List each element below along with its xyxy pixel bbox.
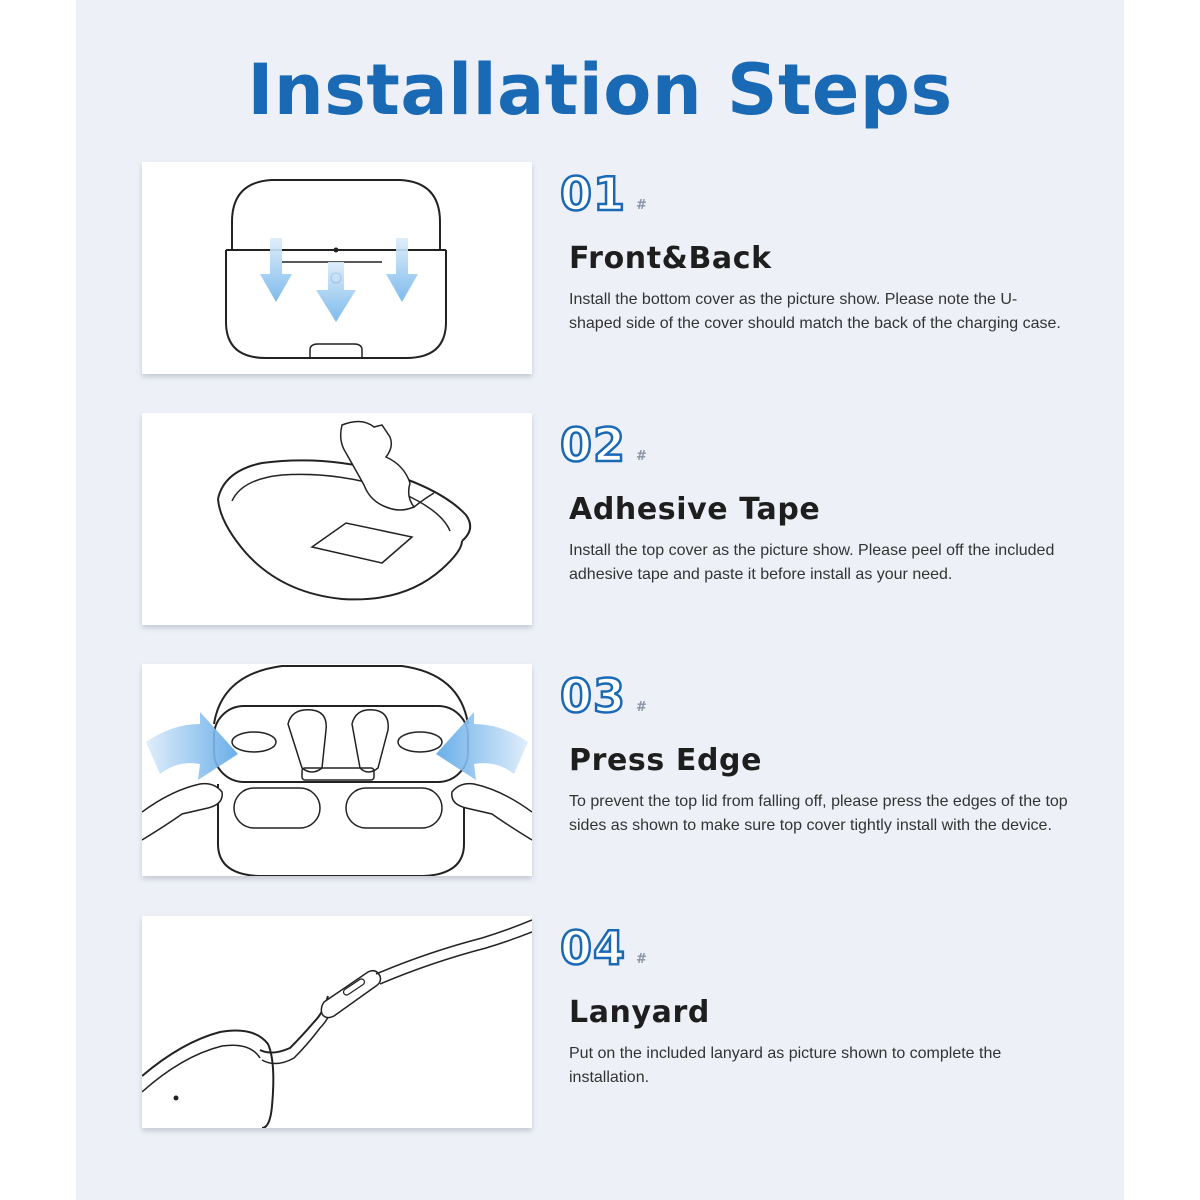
press-edge-icon: [142, 664, 532, 876]
lanyard-icon: [142, 916, 532, 1128]
step-1-description: Install the bottom cover as the picture show. Please note the U-shaped side of the cover should match the back of the charging case.: [569, 291, 1061, 332]
step-4: [0, 916, 1200, 1132]
step-3-heading: Press Edge: [569, 743, 763, 778]
step-4-description: Put on the included lanyard as picture shown to complete the installation.: [569, 1045, 1002, 1086]
adhesive-tape-icon: [142, 413, 532, 625]
step-3-number: 03: [560, 669, 627, 723]
step-1-number: 01: [560, 167, 627, 221]
page-title: Installation Steps: [247, 49, 953, 131]
step-1-hash-icon: #: [636, 198, 647, 213]
step-2-hash-icon: #: [636, 449, 647, 464]
step-1-heading: Front&Back: [569, 241, 772, 276]
step-4-heading: Lanyard: [569, 995, 710, 1030]
step-4-hash-icon: #: [636, 952, 647, 967]
step-2-description: Install the top cover as the picture show. Please peel off the included adhesive tape and paste it before install as your need.: [569, 542, 1055, 583]
step-2-illustration: [142, 413, 532, 625]
step-3: [0, 664, 1200, 880]
step-4-illustration: [142, 916, 532, 1128]
case-bottom-cover-icon: [142, 162, 532, 374]
step-1-illustration: [142, 162, 532, 374]
step-3-hash-icon: #: [636, 700, 647, 715]
step-2-number: 02: [560, 418, 627, 472]
step-1: [0, 162, 1200, 378]
step-4-number: 04: [560, 921, 627, 975]
step-2: [0, 413, 1200, 629]
step-3-illustration: [142, 664, 532, 876]
step-2-heading: Adhesive Tape: [569, 492, 821, 527]
step-3-description: To prevent the top lid from falling off, please press the edges of the top sides as shown to make sure top cover tightly install with the device.: [569, 793, 1068, 834]
